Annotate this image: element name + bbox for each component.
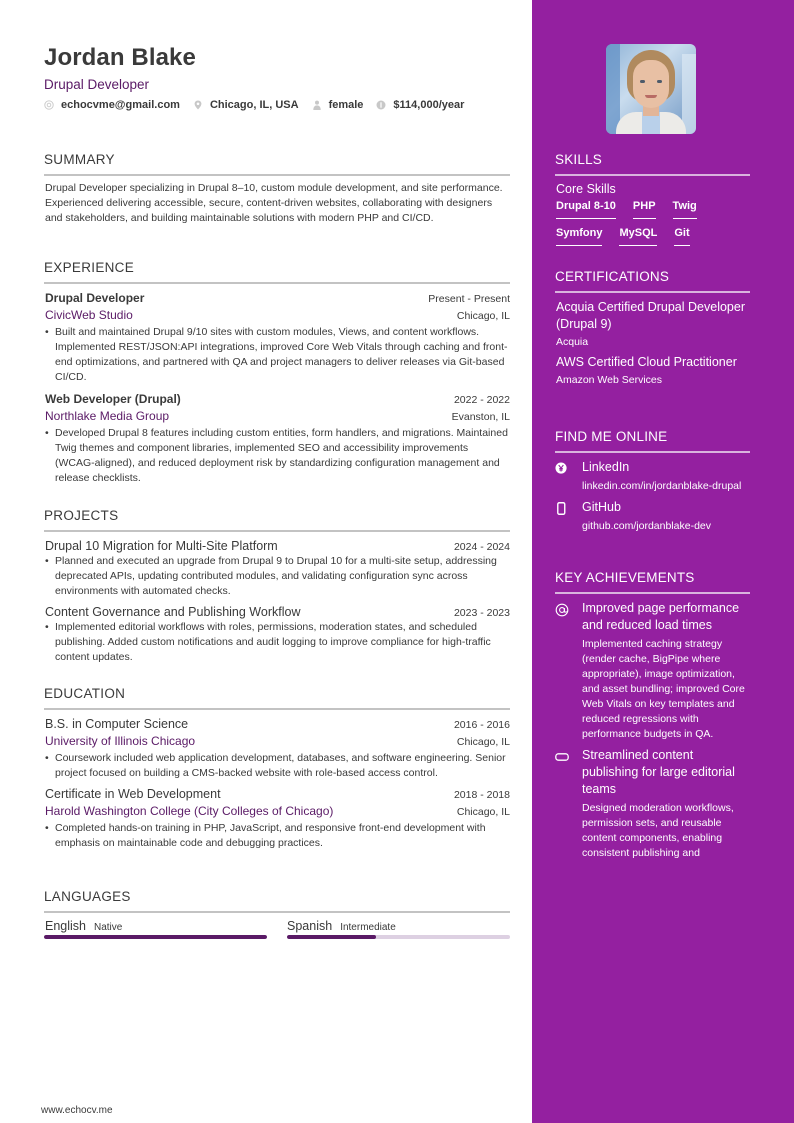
section-divider [44,282,510,284]
skills-section [555,151,750,254]
section-divider [555,592,750,594]
contact-gender [312,99,364,111]
contact-bar [44,99,477,111]
online-url[interactable]: github.com/jordanblake-dev [582,520,711,532]
degree-title: Certificate in Web Development [45,787,221,801]
section-divider [44,708,510,710]
language-proficiency-bar [287,935,510,939]
job-bullet [44,426,510,486]
candidate-role: Drupal Developer [44,77,150,92]
online-item-github[interactable] [555,499,750,534]
section-divider [555,451,750,453]
education-entry [44,717,510,781]
online-label: LinkedIn [582,460,630,474]
online-url[interactable]: linkedin.com/in/jordanblake-drupal [582,480,742,492]
school-name: University of Illinois Chicago [45,734,196,748]
section-divider [44,174,510,176]
contact-location [193,99,299,111]
bullet-text: Completed hands-on training in PHP, JavaScript, and responsive front-end development with emphasis on maintainable code and debugging practices. [55,822,486,849]
achievement-item [555,747,750,861]
skills-list [555,200,750,254]
job-bullet [44,325,510,385]
location-pin-icon [193,100,203,110]
job-location: Evanston, IL [451,411,510,423]
company-name: Northlake Media Group [45,409,170,423]
certification-name: Acquia Certified Drupal Developer (Drupal 9) [556,300,745,331]
certification-issuer: Amazon Web Services [556,374,663,386]
education-section [44,685,510,851]
candidate-name: Jordan Blake [44,44,196,71]
summary-text: Drupal Developer specializing in Drupal 8–10, custom module development, and site performance. Experienced delivering accessible, secure, content-driven websites, collaborating with designers and stakeholders, and building maintainable solutions with modern PHP and CI/CD. [45,182,503,224]
skill-tag: PHP [633,200,656,219]
section-title: KEY ACHIEVEMENTS [555,570,695,585]
education-bullet [44,751,510,781]
language-name: Spanish [287,919,333,933]
skill-tag: Drupal 8-10 [556,200,616,219]
bullet-text: Implemented editorial workflows with roles, permissions, moderation states, and scheduled publishing. Added custom notifications and audit logging to improve compliance for high-traffic content updates. [55,621,491,663]
project-entry [44,539,510,599]
sidebar [532,0,794,1123]
achievements-section [555,569,750,861]
certifications-section [555,268,750,386]
projects-section [44,507,510,665]
section-divider [44,911,510,913]
experience-entry [44,392,510,486]
footer-website[interactable]: www.echocv.me [41,1105,113,1116]
at-icon [44,100,54,110]
school-location: Chicago, IL [456,806,510,818]
education-dates: 2018 - 2018 [453,789,510,801]
section-title: FIND ME ONLINE [555,429,668,444]
contact-salary [376,99,464,111]
skill-tag: Symfony [556,227,602,246]
section-divider [44,530,510,532]
pill-icon [555,747,582,861]
at-icon [555,600,582,742]
salary-text: $114,000/year [393,99,465,111]
section-title: CERTIFICATIONS [555,269,670,284]
experience-entry [44,291,510,385]
online-label: GitHub [582,500,621,514]
language-item [44,919,267,939]
job-dates: 2022 - 2022 [453,394,510,406]
gender-text: female [328,99,364,111]
section-title: SKILLS [555,152,602,167]
project-bullet [44,554,510,599]
certification-item [555,354,750,386]
bullet-text: Coursework included web application development, databases, and software engineering. Senior project focused on building a CMS-backed website with role-based access control. [55,752,506,779]
bullet-dot: • [45,621,49,633]
language-item [287,919,510,939]
online-item-linkedin[interactable] [555,459,750,494]
bullet-dot: • [45,822,49,834]
bullet-text: Developed Drupal 8 features including custom entities, form handlers, and migrations. Maintained Twig themes and component libraries, implemented SEO and accessibility improvements (WCAG-aligned), and reduced deployment risk by standardizing configuration management and release checklists. [55,427,508,484]
bullet-dot: • [45,752,49,764]
education-dates: 2016 - 2016 [453,719,510,731]
language-proficiency-fill [287,935,376,939]
project-entry [44,605,510,665]
project-dates: 2023 - 2023 [453,607,510,619]
section-title: PROJECTS [44,508,119,523]
section-title: LANGUAGES [44,889,131,904]
salary-icon [376,100,386,110]
phone-icon [555,499,582,534]
bullet-text: Built and maintained Drupal 9/10 sites with custom modules, Views, and content workflows. Implemented REST/JSON:API integrations, improved Core Web Vitals through caching and front-end optimizations, and partnered with QA and project managers to deliver releases via Git-based CI/CD. [55,326,508,383]
certification-item [555,299,750,348]
project-title: Content Governance and Publishing Workflow [45,605,301,619]
experience-section [44,259,510,486]
language-proficiency-fill [44,935,267,939]
person-icon [312,100,322,110]
languages-section [44,888,510,939]
project-dates: 2024 - 2024 [453,541,510,553]
bullet-text: Planned and executed an upgrade from Drupal 9 to Drupal 10 for a multi-site setup, addressing deprecated APIs, updating contributed modules, and validating configuration sync across environments with automated checks. [55,555,497,597]
online-section [555,428,750,534]
job-location: Chicago, IL [456,310,510,322]
summary-section [44,151,510,226]
skill-tag: MySQL [619,227,657,246]
project-title: Drupal 10 Migration for Multi-Site Platform [45,539,278,553]
bullet-dot: • [45,326,49,338]
project-bullet [44,620,510,665]
school-location: Chicago, IL [456,736,510,748]
section-title: EXPERIENCE [44,260,135,275]
bullet-dot: • [45,555,49,567]
job-title: Web Developer (Drupal) [45,392,181,406]
education-entry [44,787,510,851]
language-level: Native [94,922,123,933]
section-title: SUMMARY [44,152,115,167]
certification-name: AWS Certified Cloud Practitioner [556,355,737,369]
section-divider [555,291,750,293]
company-name: CivicWeb Studio [45,308,133,322]
achievement-description: Designed moderation workflows, permission sets, and reusable content components, enabling consistent publishing and [582,802,734,859]
profile-photo [606,44,696,134]
bullet-dot: • [45,427,49,439]
education-bullet [44,821,510,851]
skill-tag: Twig [673,200,697,219]
language-level: Intermediate [340,922,396,933]
school-name: Harold Washington College (City Colleges of Chicago) [45,804,334,818]
contact-email[interactable] [44,99,180,111]
achievement-item [555,600,750,742]
section-divider [555,174,750,176]
certification-issuer: Acquia [556,336,589,348]
language-proficiency-bar [44,935,267,939]
email-text: echocvme@gmail.com [61,99,180,111]
job-dates: Present - Present [428,293,510,305]
skills-group-title: Core Skills [556,182,616,196]
job-title: Drupal Developer [45,291,145,305]
degree-title: B.S. in Computer Science [45,717,189,731]
yen-circle-icon [555,459,582,494]
skill-tag: Git [674,227,689,246]
location-text: Chicago, IL, USA [209,99,299,111]
achievement-description: Implemented caching strategy (render cache, BigPipe where appropriate), image optimization, and asset bundling; improved Core Web Vitals on key templates and reduced regressions with performance budgets in QA. [582,638,745,740]
achievement-title: Streamlined content publishing for large editorial teams [582,748,735,796]
achievement-title: Improved page performance and reduced load times [582,601,740,632]
section-title: EDUCATION [44,686,126,701]
language-name: English [45,919,86,933]
